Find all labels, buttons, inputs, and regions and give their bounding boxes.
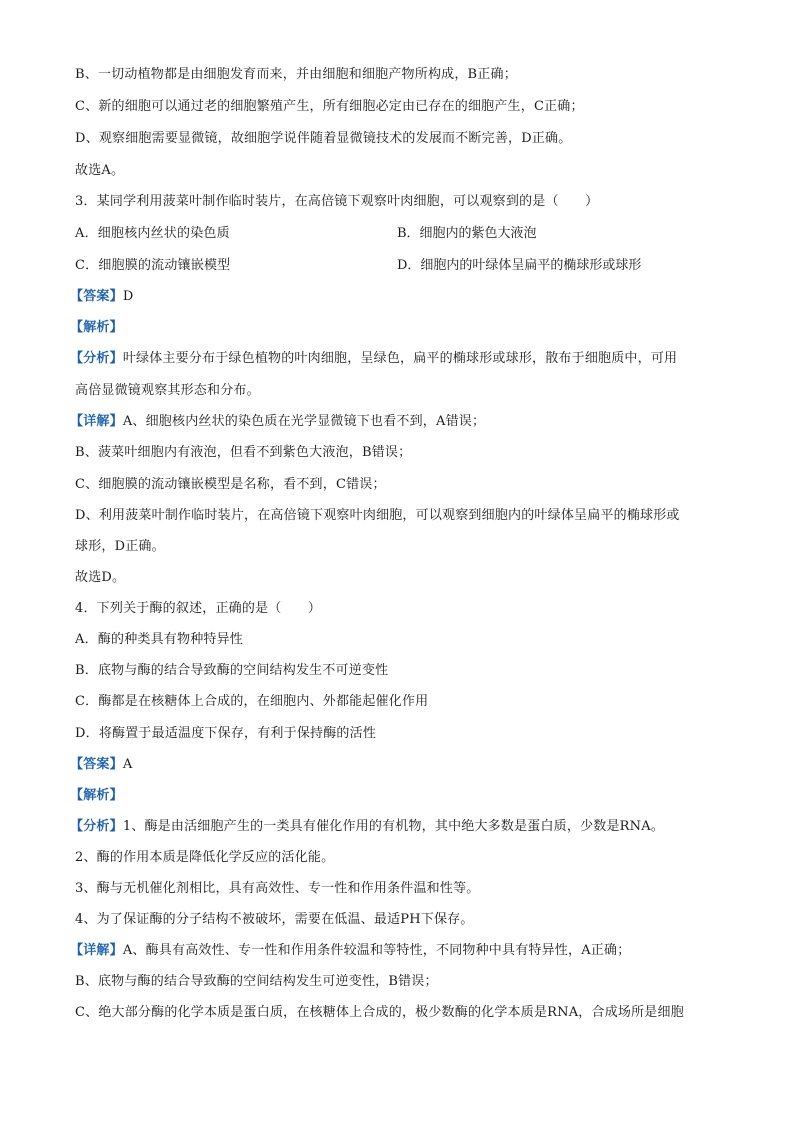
fenxi-text: 1、酶是由活细胞产生的一类具有催化作用的有机物，其中绝大多数是蛋白质，少数是RNA。 (122, 819, 665, 834)
q3-answer-line (70, 288, 133, 306)
q4-option-b: B．底物与酶的结合导致酶的空间结构发生不可逆变性 (75, 663, 389, 678)
fenxi-tag: 【分析】 (70, 351, 123, 366)
analysis-tag: 【解析】 (70, 788, 123, 803)
text-line: 3、酶与无机催化剂相比，具有高效性、专一性和作用条件温和性等。 (75, 881, 480, 896)
xiangjie-tag: 【详解】 (70, 414, 123, 429)
xiangjie-text: A、酶具有高效性、专一性和作用条件较温和等特性，不同物种中具有特异性，A正确； (122, 943, 631, 958)
answer-tag: 【答案】 (70, 289, 123, 304)
text-line: D、观察细胞需要显微镜，故细胞学说伴随着显微镜技术的发展而不断完善，D正确。 (75, 131, 572, 146)
q3-xiangjie-line (70, 413, 485, 431)
text-line: 球形，D正确。 (75, 539, 165, 554)
text-line: 高倍显微镜观察其形态和分布。 (75, 383, 260, 398)
text-line: B、底物与酶的结合导致酶的空间结构发生可逆变性，B错误； (75, 974, 438, 989)
text-line: C、新的细胞可以通过老的细胞繁殖产生，所有细胞必定由已存在的细胞产生，C正确； (75, 99, 584, 114)
q4-answer-line (70, 756, 132, 774)
q4-xiangjie-line (70, 942, 630, 960)
question-4-stem: 4．下列关于酶的叙述，正确的是（ ） (75, 601, 322, 616)
text-line: 2、酶的作用本质是降低化学反应的活化能。 (75, 850, 335, 865)
answer-tag: 【答案】 (70, 757, 123, 772)
q3-analysis-line (70, 319, 123, 337)
xiangjie-text: A、细胞核内丝状的染色质在光学显微镜下也看不到，A错误； (122, 414, 486, 429)
answer-value: A (122, 757, 133, 772)
analysis-tag: 【解析】 (70, 320, 123, 335)
q4-fenxi-line (70, 818, 664, 836)
text-line: D、利用菠菜叶制作临时装片，在高倍镜下观察叶肉细胞，可以观察到细胞内的叶绿体呈扁平的椭球形或 (75, 508, 680, 523)
text-line: 故选D。 (75, 570, 126, 585)
text-line: 4、为了保证酶的分子结构不被破坏，需要在低温、最适PH下保存。 (75, 912, 474, 927)
q4-option-a: A．酶的种类具有物种特异性 (75, 632, 243, 647)
text-line: B、菠菜叶细胞内有液泡，但看不到紫色大液泡，B错误； (75, 445, 412, 460)
q4-option-c: C．酶都是在核糖体上合成的，在细胞内、外都能起催化作用 (75, 694, 429, 709)
q3-option-d: D．细胞内的叶绿体呈扁平的椭球形或球形 (397, 258, 642, 273)
text-line: C、细胞膜的流动镶嵌模型是名称，看不到，C错误； (75, 477, 386, 492)
text-line: C、绝大部分酶的化学本质是蛋白质，在核糖体上合成的，极少数酶的化学本质是RNA，合成场所是细胞 (75, 1005, 684, 1020)
fenxi-tag: 【分析】 (70, 819, 123, 834)
text-line: 故选A。 (75, 163, 125, 178)
text-line: B、一切动植物都是由细胞发育而来，并由细胞和细胞产物所构成，B正确； (75, 67, 517, 82)
q4-analysis-line (70, 787, 123, 805)
q3-option-c: C．细胞膜的流动镶嵌模型 (75, 258, 231, 273)
question-3-stem: 3．某同学利用菠菜叶制作临时装片，在高倍镜下观察叶肉细胞，可以观察到的是（ ） (75, 194, 599, 209)
answer-value: D (122, 289, 134, 304)
xiangjie-tag: 【详解】 (70, 943, 123, 958)
q4-option-d: D．将酶置于最适温度下保存，有利于保持酶的活性 (75, 726, 377, 741)
q3-fenxi-line (70, 350, 677, 368)
fenxi-text: 叶绿体主要分布于绿色植物的叶肉细胞，呈绿色，扁平的椭球形或球形，散布于细胞质中，可用 (122, 351, 678, 366)
q3-option-b: B．细胞内的紫色大液泡 (397, 226, 537, 241)
q3-option-a: A．细胞核内丝状的染色质 (75, 226, 230, 241)
